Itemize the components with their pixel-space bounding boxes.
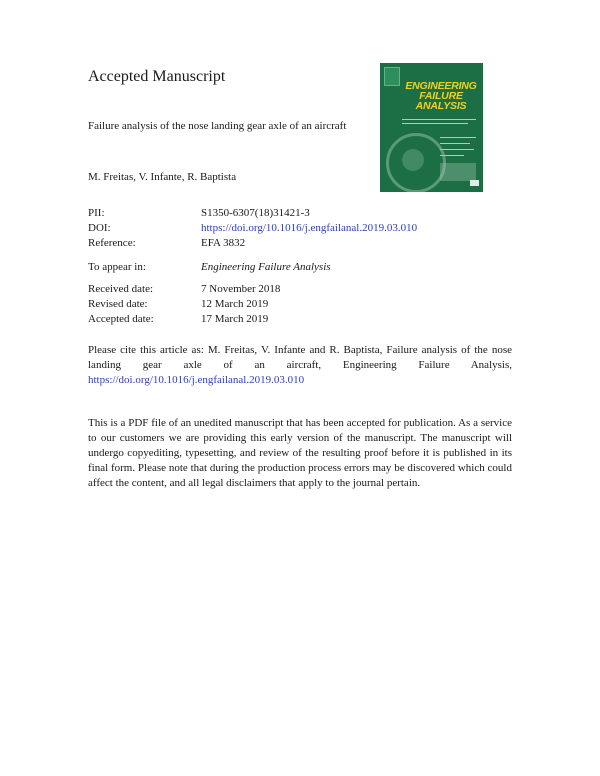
cover-rule-line [440,137,476,138]
journal-cover-image [380,63,483,192]
cover-rule-line [440,149,474,150]
disclaimer-paragraph: This is a PDF file of an unedited manuscript that has been accepted for publication. As a service to our customers we are providing this early version of the manuscript. The manuscript will undergo copyediting, typesetting, and review of the resulting proof before it is published in its final form. Please note that during the production process errors may be discovered which could affect the content, and all legal disclaimers that apply to the journal pertain. [88,417,512,489]
received-label: Received date: [88,283,154,295]
cover-rule-line [402,123,468,124]
citation-doi-link[interactable]: https://doi.org/10.1016/j.engfailanal.2019.03.010 [88,374,305,386]
pii-value: S1350-6307(18)31421-3 [201,207,310,219]
cover-axle-graphic [440,163,476,181]
cover-footer-mark-icon [470,180,479,186]
cover-rule-line [402,119,476,120]
revised-label: Revised date: [88,298,148,310]
citation-text: Please cite this article as: M. Freitas, V. Infante and R. Baptista, Failure analysis of the nose landing gear axle of an aircraft, Engineering Failure Analysis, [88,344,512,371]
received-value: 7 November 2018 [201,283,281,295]
accepted-label: Accepted date: [88,313,154,325]
cover-rule-line [440,143,470,144]
cover-journal-title: ENGINEERING FAILURE ANALYSIS [405,80,477,112]
reference-label: Reference: [88,237,136,249]
citation-paragraph [88,343,512,388]
elsevier-logo-icon [384,67,400,86]
appear-label: To appear in: [88,261,146,273]
accepted-value: 17 March 2019 [201,313,269,325]
pii-label: PII: [88,207,105,219]
page-heading: Accepted Manuscript [88,68,226,85]
cover-gear-hub [402,149,424,171]
doi-label: DOI: [88,222,111,234]
article-authors: M. Freitas, V. Infante, R. Baptista [88,171,237,183]
doi-link[interactable]: https://doi.org/10.1016/j.engfailanal.2019.03.010 [201,222,418,234]
appear-value: Engineering Failure Analysis [201,261,331,273]
revised-value: 12 March 2019 [201,298,269,310]
reference-value: EFA 3832 [201,237,246,249]
article-title: Failure analysis of the nose landing gear axle of an aircraft [88,120,347,132]
